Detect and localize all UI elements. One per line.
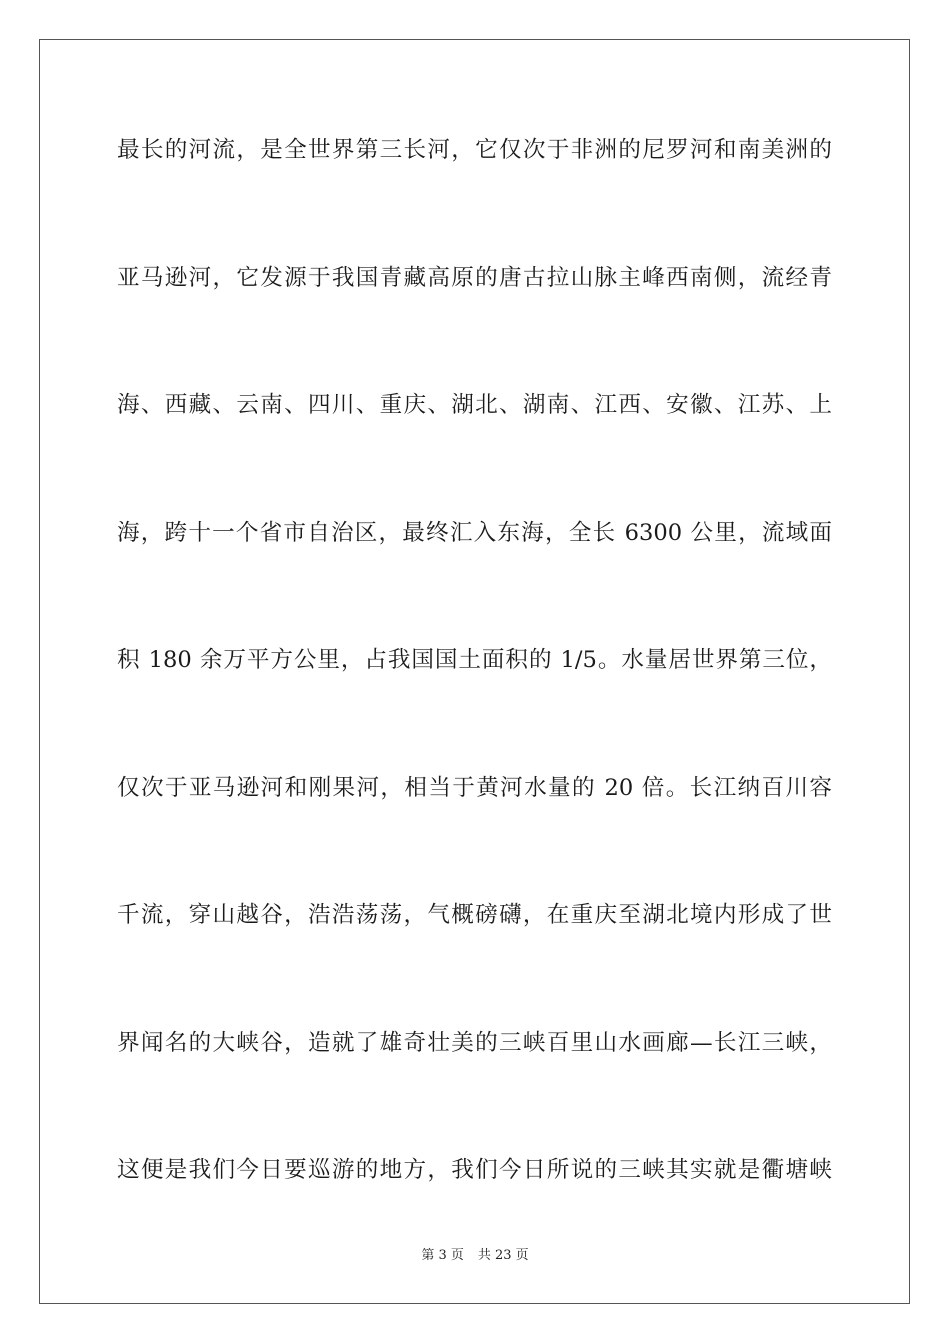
page-total: 共 23 页 <box>477 1248 529 1263</box>
text-line: 这便是我们今日要巡游的地方，我们今日所说的三峡其实就是衢塘峡 <box>117 1157 832 1183</box>
text-line: 界闻名的大峡谷，造就了雄奇壮美的三峡百里山水画廊—长江三峡， <box>117 1029 832 1056</box>
page-footer <box>0 1247 950 1265</box>
page-number: 第 3 页 <box>421 1248 464 1263</box>
text-line: 最长的河流，是全世界第三长河，它仅次于非洲的尼罗河和南美洲的 <box>117 137 832 163</box>
document-body <box>117 136 832 1284</box>
text-line: 积 180 余万平方公里，占我国国土面积的 1/5。水量居世界第三位， <box>117 647 832 673</box>
text-line: 千流，穿山越谷，浩浩荡荡，气概磅礴，在重庆至湖北境内形成了世 <box>117 902 832 928</box>
text-line: 亚马逊河，它发源于我国青藏高原的唐古拉山脉主峰西南侧，流经青 <box>117 264 832 291</box>
text-line: 海、西藏、云南、四川、重庆、湖北、湖南、江西、安徽、江苏、上 <box>117 392 832 418</box>
text-line: 仅次于亚马逊河和刚果河，相当于黄河水量的 20 倍。长江纳百川容 <box>117 774 832 801</box>
text-line: 海，跨十一个省市自治区，最终汇入东海，全长 6300 公里，流域面 <box>117 519 832 546</box>
